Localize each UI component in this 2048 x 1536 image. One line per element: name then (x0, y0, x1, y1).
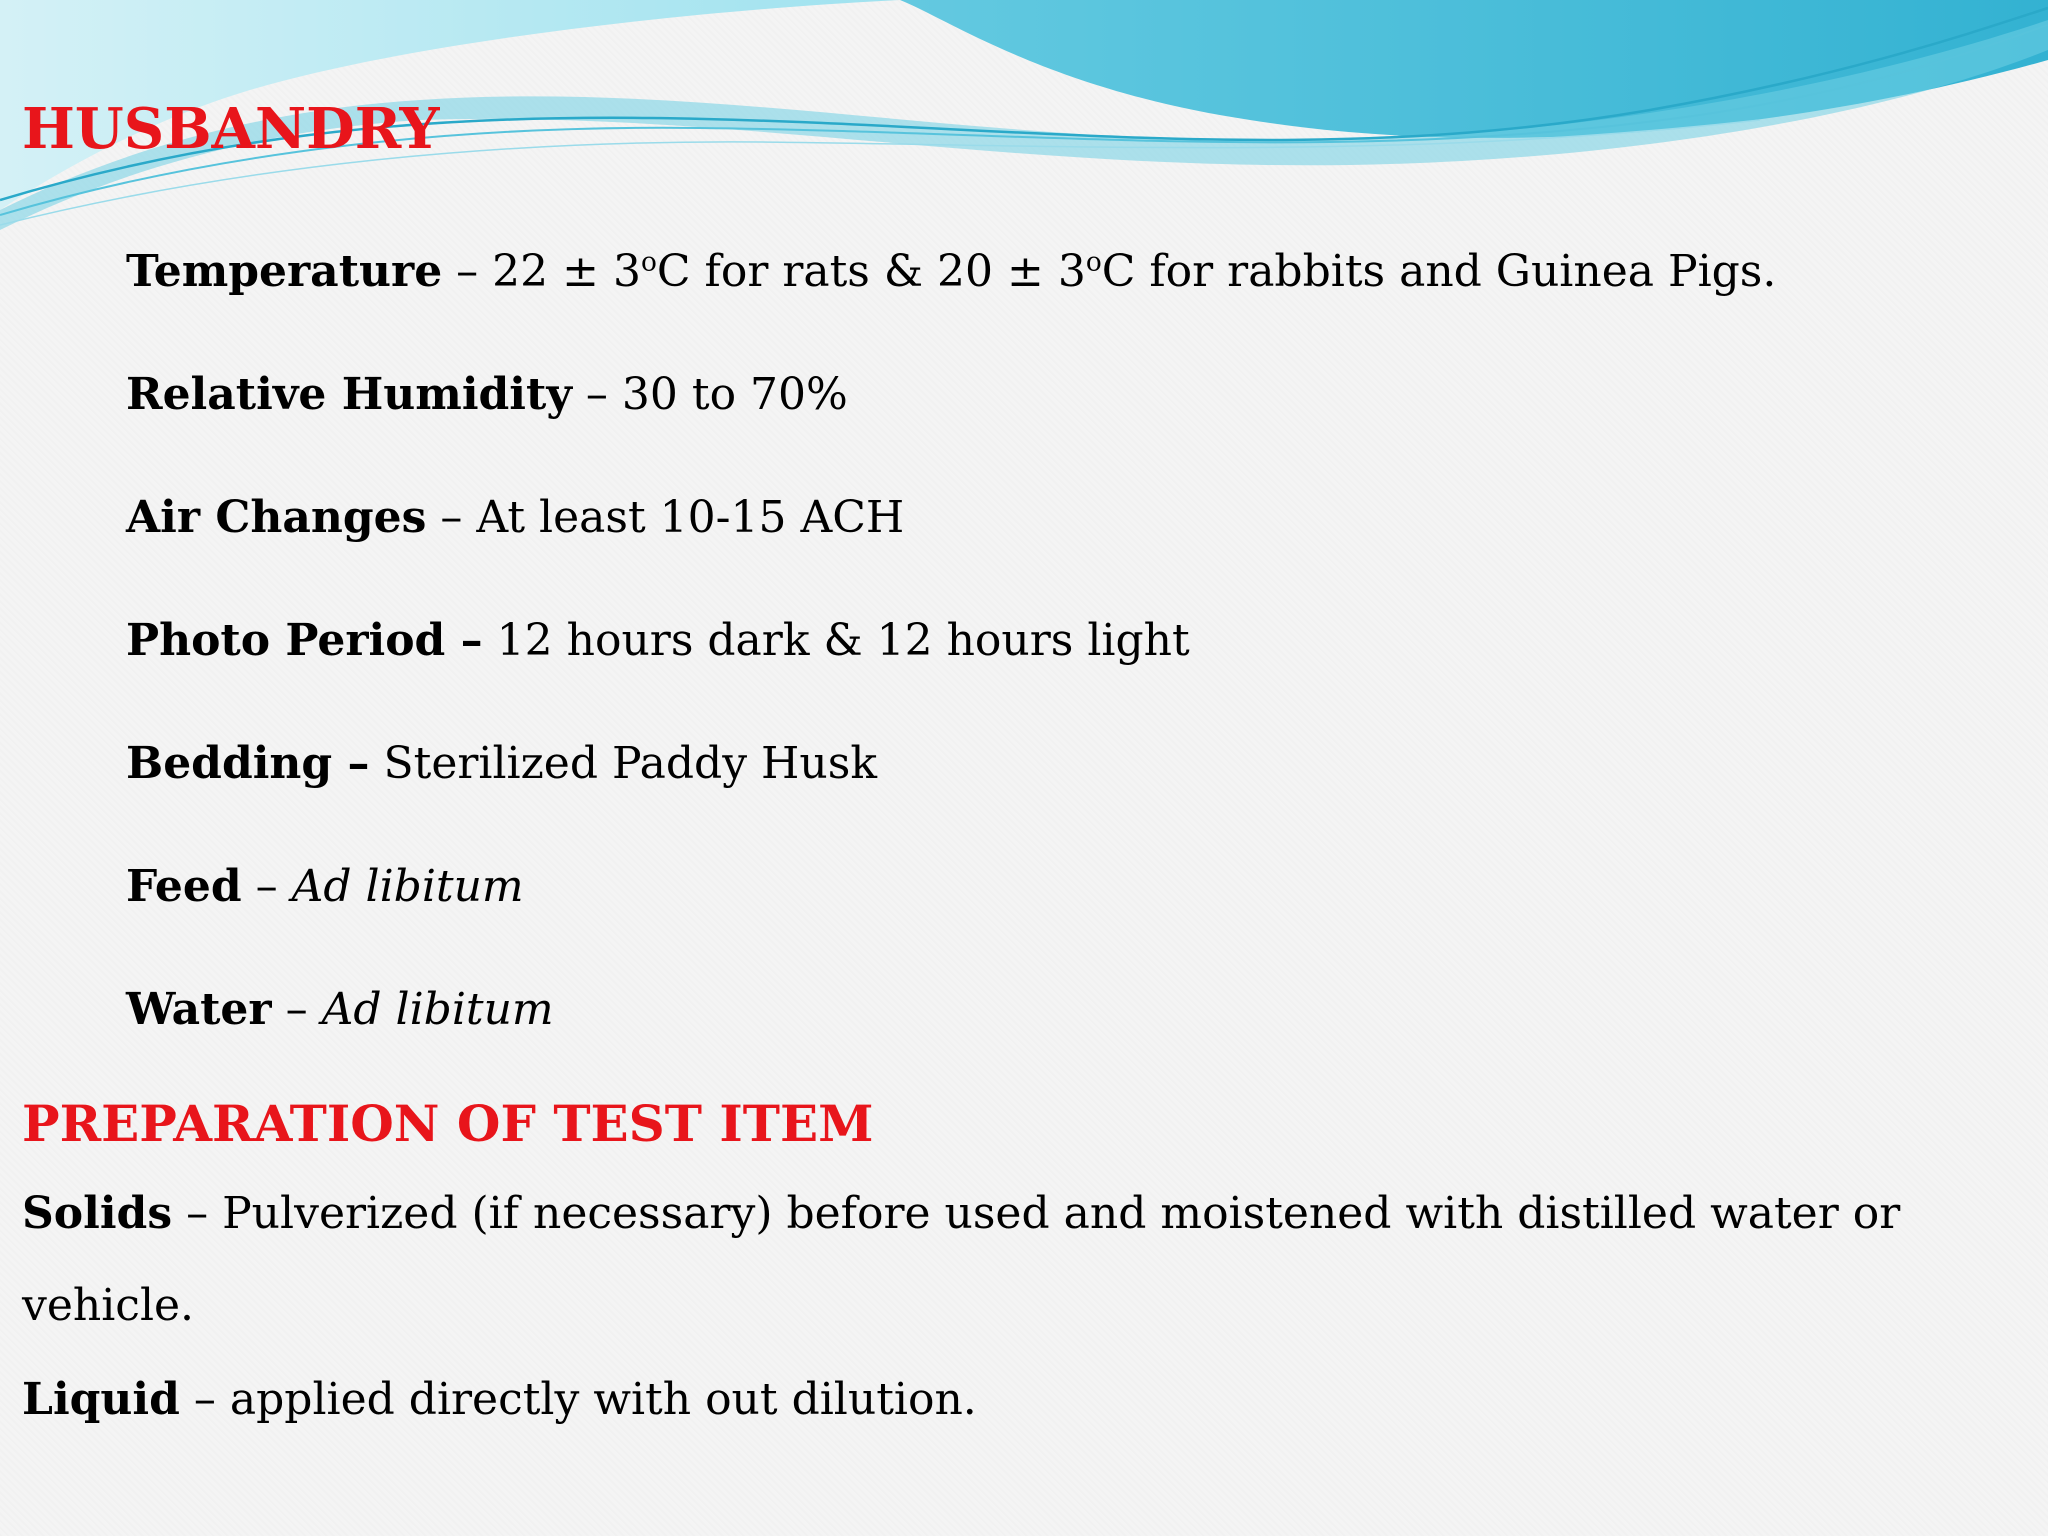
preparation-title: PREPARATION OF TEST ITEM (22, 1094, 874, 1153)
item-label: Feed (126, 861, 242, 912)
item-value: 30 to 70% (621, 369, 848, 420)
item-separator: – (442, 246, 493, 297)
husbandry-title: HUSBANDRY (22, 96, 440, 162)
item-value: Ad libitum (291, 861, 524, 912)
list-item-air-changes (126, 482, 1776, 605)
list-item-photo-period (126, 605, 1776, 728)
item-separator: – (271, 984, 322, 1035)
item-value: Ad libitum (321, 984, 554, 1035)
list-item-temperature (126, 236, 1776, 359)
liquid-paragraph (22, 1354, 2002, 1446)
husbandry-list (126, 236, 1776, 1097)
item-value-part: C for rats & 20 ± 3 (656, 246, 1086, 297)
item-label: Temperature (126, 246, 443, 297)
item-label: Photo Period – (126, 615, 483, 666)
item-value: 12 hours dark & 12 hours light (496, 615, 1190, 666)
degree-mark: o (1085, 246, 1102, 278)
item-value: Sterilized Paddy Husk (383, 738, 877, 789)
item-separator: – (426, 492, 477, 543)
item-label: Relative Humidity (126, 369, 572, 420)
liquid-separator: – (179, 1374, 230, 1425)
list-item-water (126, 974, 1776, 1097)
liquid-text: applied directly with out dilution. (229, 1374, 977, 1425)
item-separator (370, 738, 384, 789)
item-separator: – (571, 369, 622, 420)
item-value-part: C for rabbits and Guinea Pigs. (1101, 246, 1777, 297)
list-item-humidity (126, 359, 1776, 482)
degree-mark: o (641, 246, 657, 278)
item-separator (483, 615, 497, 666)
item-label: Air Changes (126, 492, 427, 543)
solids-paragraph (22, 1168, 1922, 1352)
list-item-bedding (126, 728, 1776, 851)
list-item-feed (126, 851, 1776, 974)
liquid-label: Liquid (22, 1374, 180, 1425)
item-value: At least 10-15 ACH (476, 492, 905, 543)
item-label: Water (126, 984, 272, 1035)
item-label: Bedding – (126, 738, 370, 789)
item-separator: – (241, 861, 292, 912)
solids-separator: – (172, 1188, 223, 1239)
item-value-part: 22 ± 3 (492, 246, 641, 297)
solids-text: Pulverized (if necessary) before used and moistened with distilled water or vehicle. (22, 1188, 1901, 1331)
solids-label: Solids (22, 1188, 173, 1239)
